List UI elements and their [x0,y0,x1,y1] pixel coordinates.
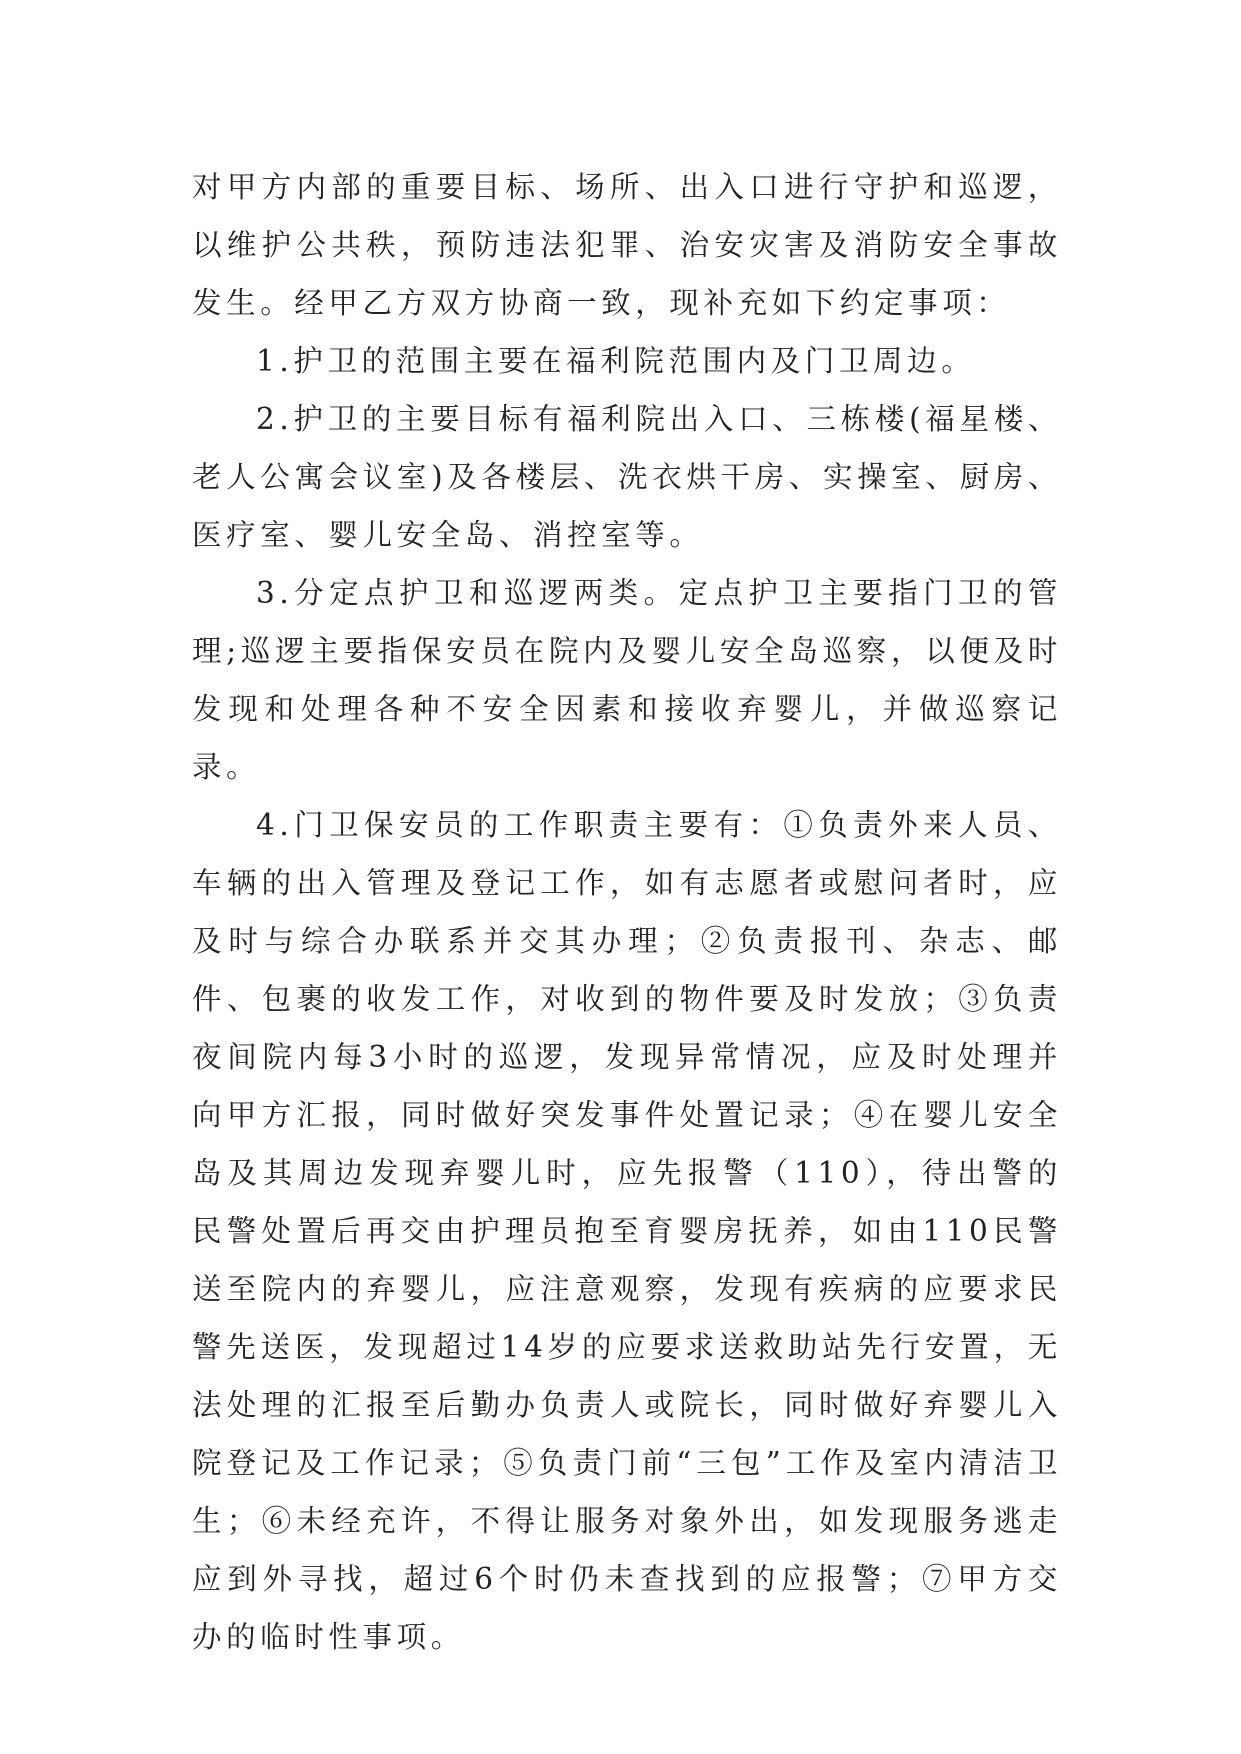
paragraph-item-2: 2.护卫的主要目标有福利院出入口、三栋楼(福星楼、老人公寓会议室)及各楼层、洗衣烘干房、实操室、厨房、医疗室、婴儿安全岛、消控室等。 [192,402,1062,552]
paragraph-intro: 对甲方内部的重要目标、场所、出入口进行守护和巡逻，以维护公共秩，预防违法犯罪、治安灾害及消防安全事故发生。经甲乙方双方协商一致，现补充如下约定事项： [192,170,1062,320]
document-body [192,158,1062,1666]
paragraph-item-4: 4.门卫保安员的工作职责主要有：①负责外来人员、车辆的出入管理及登记工作，如有志愿者或慰问者时，应及时与综合办联系并交其办理；②负责报刊、杂志、邮件、包裹的收发工作，对收到的物件要及时发放；③负责夜间院内每3小时的巡逻，发现异常情况，应及时处理并向甲方汇报，同时做好突发事件处置记录；④在婴儿安全岛及其周边发现弃婴儿时，应先报警（110），待出警的民警处置后再交由护理员抱至育婴房抚养，如由110民警送至院内的弃婴儿，应注意观察，发现有疾病的应要求民警先送医，发现超过14岁的应要求送救助站先行安置，无法处理的汇报至后勤办负责人或院长，同时做好弃婴儿入院登记及工作记录；⑤负责门前“三包”工作及室内清洁卫生；⑥未经充许，不得让服务对象外出，如发现服务逃走应到外寻找，超过6个时仍未查找到的应报警；⑦甲方交办的临时性事项。 [192,808,1062,1654]
paragraph-item-1: 1.护卫的范围主要在福利院范围内及门卫周边。 [256,344,976,378]
paragraph-item-3: 3.分定点护卫和巡逻两类。定点护卫主要指门卫的管理;巡逻主要指保安员在院内及婴儿安全岛巡察，以便及时发现和处理各种不安全因素和接收弃婴儿，并做巡察记录。 [192,576,1062,784]
